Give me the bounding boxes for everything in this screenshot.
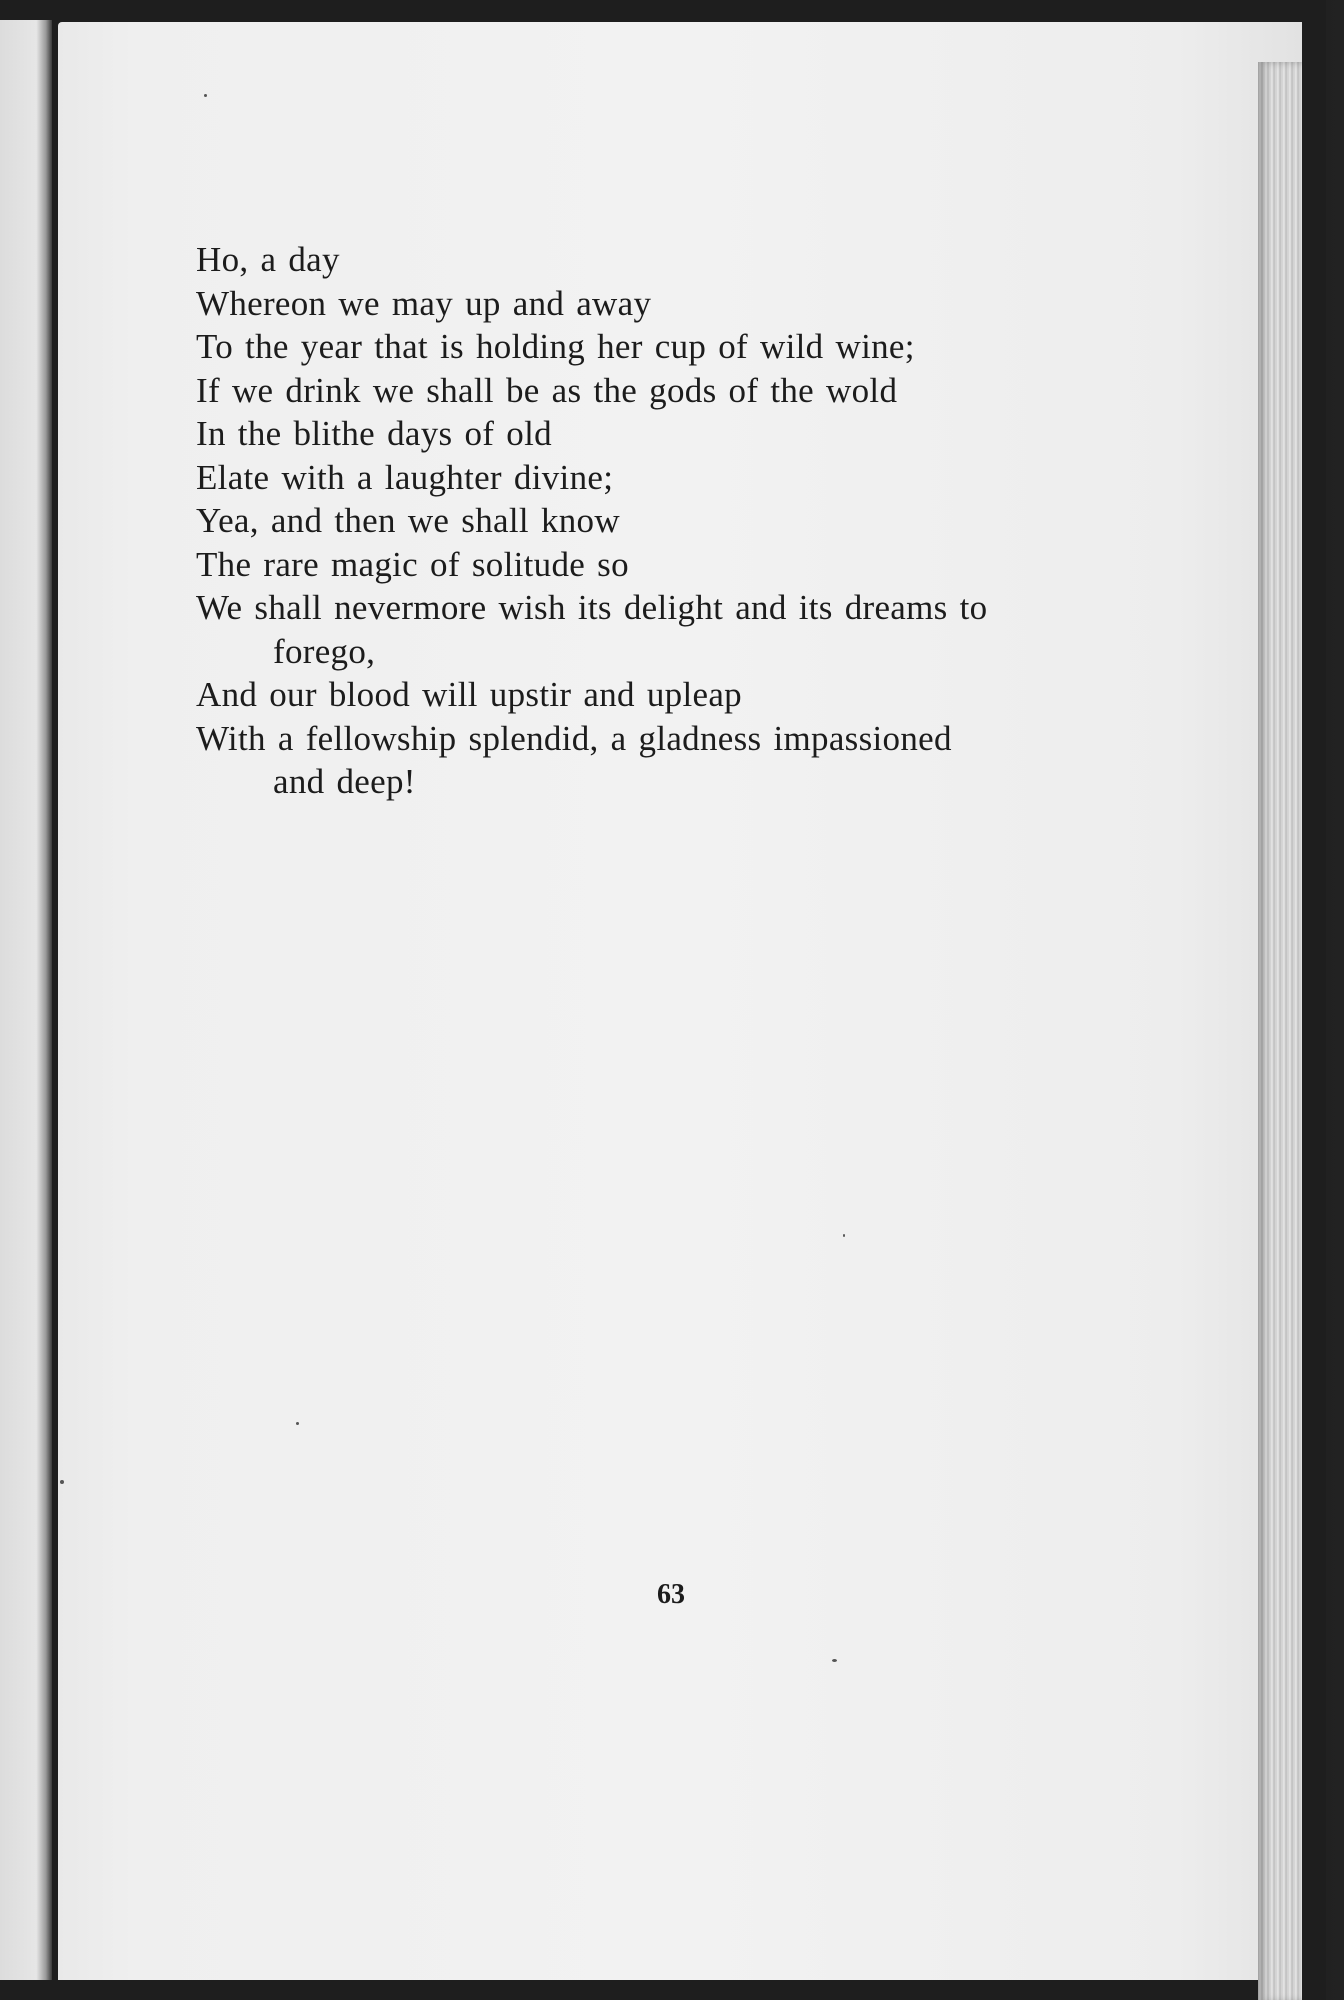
binding-shadow bbox=[1326, 0, 1344, 2000]
paper-speck bbox=[204, 94, 207, 97]
poem-line: The rare magic of solitude so bbox=[196, 544, 629, 584]
poem-line: With a fellowship splendid, a gladness impassioned bbox=[196, 718, 952, 758]
poem-line: In the blithe days of old bbox=[196, 414, 552, 453]
poem-line: And our blood will upstir and upleap bbox=[196, 675, 742, 714]
paper-speck bbox=[843, 1234, 845, 1237]
page-stack-edge bbox=[1258, 62, 1302, 2000]
paper-speck bbox=[296, 1422, 299, 1425]
poem-line-continuation: forego, bbox=[273, 631, 376, 671]
poem-line: If we drink we shall be as the gods of the wold bbox=[196, 370, 898, 410]
poem-line: Elate with a laughter divine; bbox=[196, 457, 614, 497]
poem-line: To the year that is holding her cup of wild wine; bbox=[196, 327, 915, 366]
poem-line: Ho, a day bbox=[196, 240, 340, 279]
left-page-edge bbox=[0, 20, 52, 1980]
book-page bbox=[58, 22, 1302, 1980]
paper-speck bbox=[832, 1659, 837, 1662]
poem-line: Whereon we may up and away bbox=[196, 283, 652, 323]
poem-line: Yea, and then we shall know bbox=[196, 501, 620, 540]
poem-text bbox=[196, 238, 1136, 804]
paper-speck bbox=[60, 1480, 64, 1484]
page-number: 63 bbox=[657, 1579, 685, 1610]
poem-line: We shall nevermore wish its delight and its dreams to bbox=[196, 588, 988, 627]
poem-line-continuation: and deep! bbox=[273, 762, 416, 801]
